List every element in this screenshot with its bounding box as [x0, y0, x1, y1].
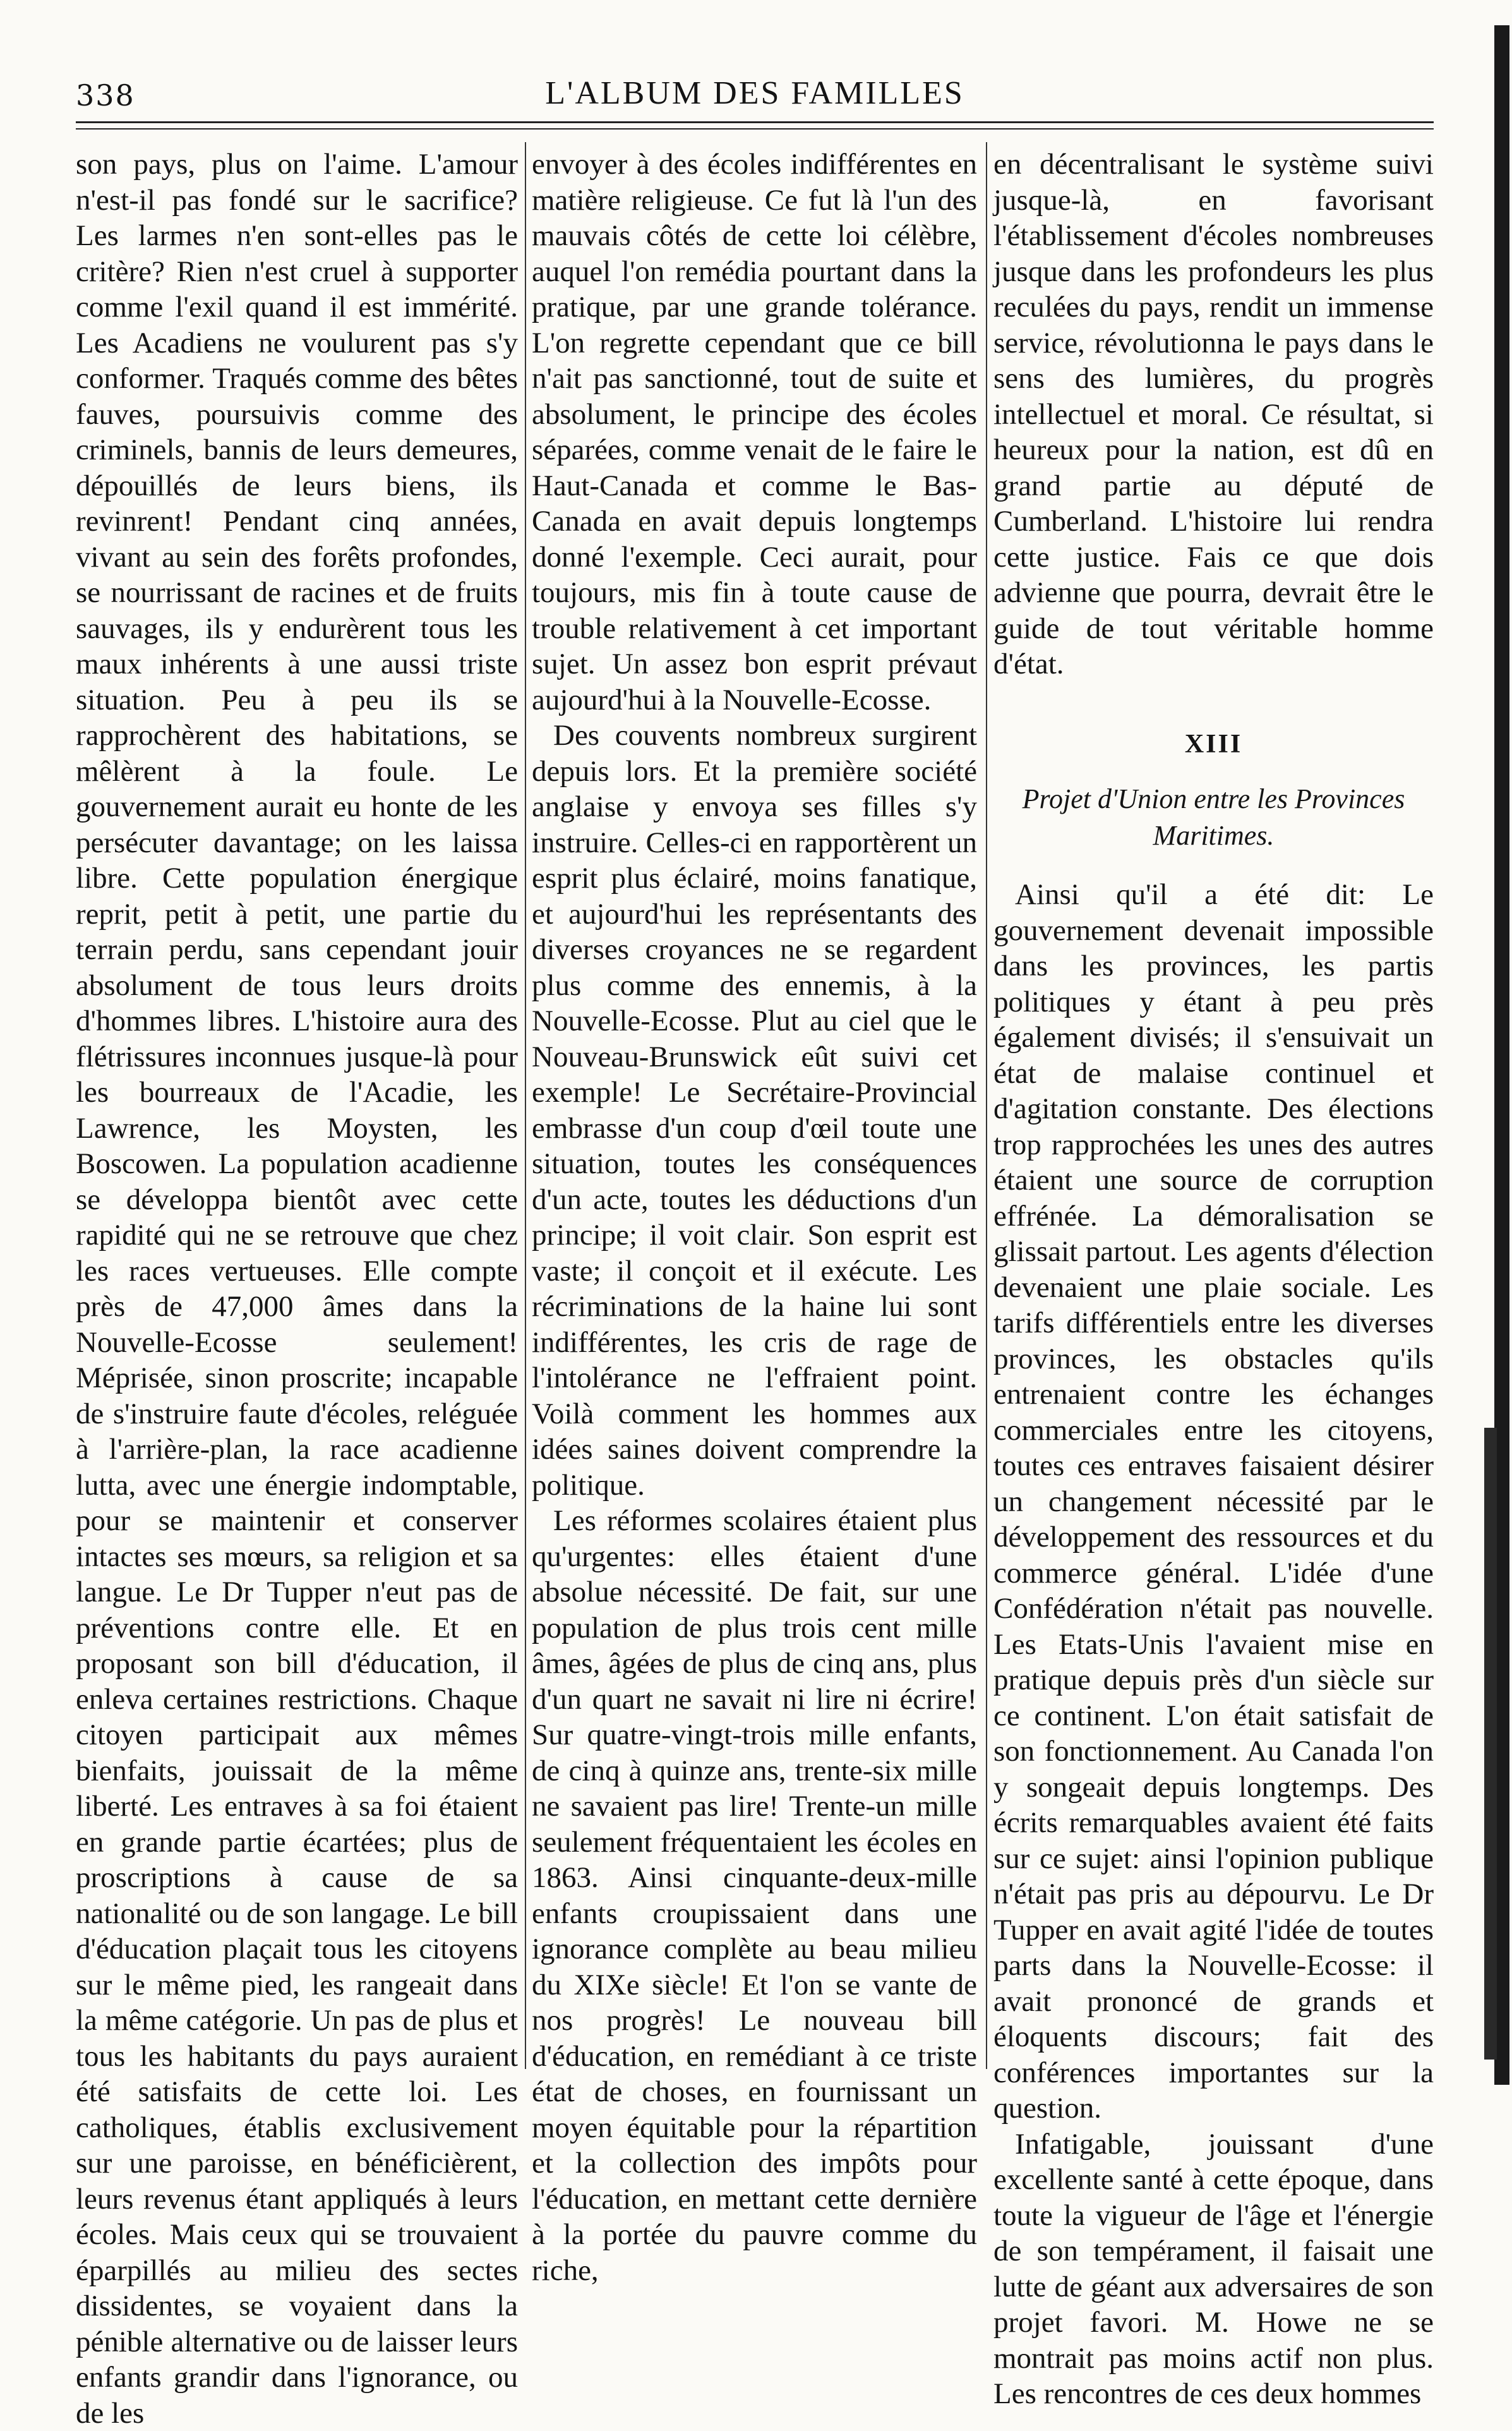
- page-header: [76, 75, 1434, 119]
- column-divider: [986, 142, 987, 2069]
- paragraph: son pays, plus on l'aime. L'amour n'est-il pas fondé sur le sacrifice? Les larmes n'en sont-elles pas le critère? Rien n'est cruel à supporter comme l'exil quand il est immérité. Les Acadiens ne voulurent pas s'y conformer. Traqués comme des bêtes fauves, poursuivis comme des criminels, bannis de leurs demeures, dépouillés de leurs biens, ils revinrent! Pendant cinq années, vivant au sein des forêts profondes, se nourrissant de racines et de fruits sauvages, ils y endurèrent tous les maux inhérents à une aussi triste situation. Peu à peu ils se rapprochèrent des habitations, se mêlèrent à la foule. Le gouvernement aurait eu honte de les persécuter davantage; on les laissa libre. Cette population énergique reprit, petit à petit, une partie du terrain perdu, sans cependant jouir absolument de tous leurs droits d'hommes libres. L'histoire aura des flétrissures inconnues jusque-là pour les bourreaux de l'Acadie, les Lawrence, les Moysten, les Boscowen. La population acadienne se développa bientôt avec cette rapidité qui ne se retrouve que chez les races vertueuses. Elle compte près de 47,000 âmes dans la Nouvelle-Ecosse seulement! Méprisée, sinon proscrite; incapable de s'instruire faute d'écoles, reléguée à l'arrière-plan, la race acadienne lutta, avec une énergie indomptable, pour se maintenir et conserver intactes ses mœurs, sa religion et sa langue. Le Dr Tupper n'eut pas de préventions contre elle. Et en proposant son bill d'éducation, il enleva certaines restrictions. Chaque citoyen participait aux mêmes bienfaits, jouissait de la même liberté. Les entraves à sa foi étaient en grande partie écartées; plus de proscriptions à cause de sa nationalité ou de son langage. Le bill d'éducation plaçait tous les citoyens sur le même pied, les rangeait dans la même catégorie. Un pas de plus et tous les habitants du pays auraient été satisfaits de cette loi. Les catholiques, établis exclusivement sur une paroisse, en bénéficièrent, leurs revenus étant appliqués à leurs écoles. Mais ceux qui se trouvaient éparpillés au milieu des sectes dissidentes, se voyaient dans la pénible alternative ou de laisser leurs enfants grandir dans l'ignorance, ou de les: [76, 148, 518, 2430]
- paragraph: envoyer à des écoles indifférentes en matière religieuse. Ce fut là l'un des mauvais côtés de cette loi célèbre, auquel l'on remédia pourtant dans la pratique, par une grande tolérance. L'on regrette cependant que ce bill n'ait pas sanctionné, tout de suite et absolument, le principe des écoles séparées, comme venait de le faire le Haut-Canada et comme le Bas-Canada en avait depuis longtemps donné l'exemple. Ceci aurait, pour toujours, mis fin à toute cause de trouble relativement à cet important sujet. Un assez bon esprit prévaut aujourd'hui à la Nouvelle-Ecosse.: [532, 148, 977, 716]
- header-rule: [76, 121, 1434, 123]
- text-column-2: [532, 147, 977, 2287]
- scan-edge-shadow: [1484, 1428, 1497, 2060]
- section-number: XIII: [1184, 729, 1243, 759]
- page-number: 338: [76, 78, 135, 112]
- section-title: Projet d'Union entre les Provinces Maritimes.: [1022, 783, 1405, 851]
- paragraph: en décentralisant le système suivi jusque-là, en favorisant l'établissement d'écoles nombreuses jusque dans les profondeurs les plus reculées du pays, rendit un immense service, révolutionna le pays dans le sens des lumières, du progrès intellectuel et moral. Ce résultat, si heureux pour la nation, est dû en grand partie au député de Cumberland. L'histoire lui rendra cette justice. Fais ce que dois advienne que pourra, devrait être le guide de tout véritable homme d'état.: [993, 148, 1434, 680]
- paragraph: Les réformes scolaires étaient plus qu'urgentes: elles étaient d'une absolue nécessité. De fait, sur une population de plus trois cent mille âmes, âgées de plus de cinq ans, plus d'un quart ne savait ni lire ni écrire! Sur quatre-vingt-trois mille enfants, de cinq à quinze ans, trente-six mille ne savaient pas lire! Trente-un mille seulement fréquentaient les écoles en 1863. Ainsi cinquante-deux-mille enfants croupissaient dans une ignorance complète au beau milieu du XIXe siècle! Et l'on se vante de nos progrès! Le nouveau bill d'éducation, en remédiant à ce triste état de choses, en fournissant un moyen équitable pour la répartition et la collection des impôts pour l'éducation, en mettant cette dernière à la portée du pauvre comme du riche,: [532, 1504, 977, 2287]
- running-title: L'ALBUM DES FAMILLES: [545, 75, 964, 111]
- paragraph: Infatigable, jouissant d'une excellente santé à cette époque, dans toute la vigueur de l'âge et l'énergie de son tempérament, il faisait une lutte de géant aux adversaires de son projet favori. M. Howe ne se montrait pas moins actif non plus. Les rencontres de ces deux hommes: [993, 2127, 1434, 2410]
- paragraph: Des couvents nombreux surgirent depuis lors. Et la première société anglaise y envoya ses filles s'y instruire. Celles-ci en rapportèrent un esprit plus éclairé, moins fanatique, et aujourd'hui les représentants des diverses croyances ne se regardent plus comme des ennemis, à la Nouvelle-Ecosse. Plut au ciel que le Nouveau-Brunswick eût suivi cet exemple! Le Secrétaire-Provincial embrasse d'un coup d'œil toute une situation, toutes les conséquences d'un acte, toutes les déductions d'un principe; il voit clair. Son esprit est vaste; il conçoit et il exécute. Les récriminations de la haine lui sont indifférentes, les cris de rage de l'intolérance ne l'effraient point. Voilà comment les hommes aux idées saines doivent comprendre la politique.: [532, 719, 977, 1502]
- text-column-1: [76, 147, 518, 2430]
- header-rule-thin: [76, 128, 1434, 130]
- text-column-3: [993, 147, 1434, 2410]
- paragraph: Ainsi qu'il a été dit: Le gouvernement devenait impossible dans les provinces, les partis politiques y étant à peu près également divisés; il s'ensuivait un état de malaise continuel et d'agitation constante. Des élections trop rapprochées les unes des autres étaient une source de corruption effrénée. La démoralisation se glissait partout. Les agents d'élection devenaient une plaie sociale. Les tarifs différentiels entre les diverses provinces, les obstacles qu'ils entrenaient contre les échanges commerciales entre les citoyens, toutes ces entraves faisaient désirer un changement nécessité par le développement des ressources et du commerce général. L'idée d'une Confédération n'était pas nouvelle. Les Etats-Unis l'avaient mise en pratique depuis près d'un siècle sur ce continent. L'on était satisfait de son fonctionnement. Au Canada l'on y songeait depuis longtemps. Des écrits remarquables avaient été faits sur ce sujet: ainsi l'opinion publique n'était pas pris au dépourvu. Le Dr Tupper en avait agité l'idée de toutes parts dans la Nouvelle-Ecosse: il avait prononcé de grands et éloquents discours; fait des conférences importantes sur la question.: [993, 878, 1434, 2125]
- column-divider: [525, 142, 526, 2069]
